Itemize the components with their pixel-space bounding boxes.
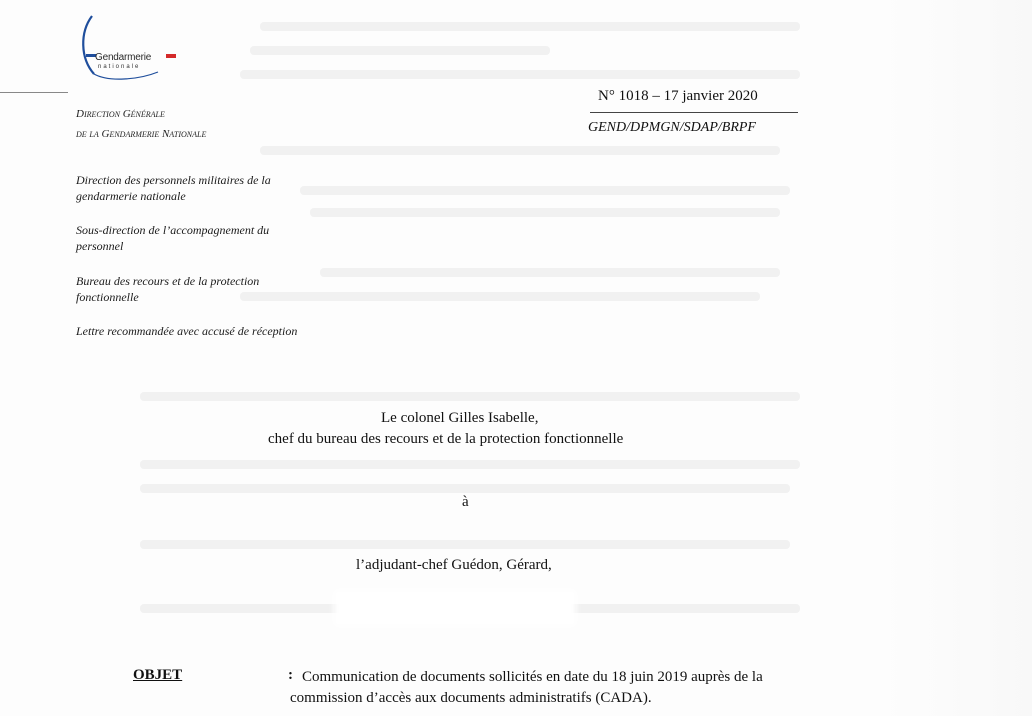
bleed-through xyxy=(260,22,800,31)
header-rule xyxy=(0,92,68,93)
bleed-through xyxy=(140,540,790,549)
direction-line-2: de la Gendarmerie Nationale xyxy=(76,128,207,140)
object-separator: : xyxy=(288,667,293,683)
object-text: Communication de documents sollicités en date du 18 juin 2019 auprès de la commission d’accès aux documents administratifs (CADA). xyxy=(290,669,763,706)
bleed-through xyxy=(140,484,790,493)
sender-title: chef du bureau des recours et de la protection fonctionnelle xyxy=(268,431,624,447)
gendarmerie-logo-icon xyxy=(78,14,188,84)
bleed-through xyxy=(140,460,800,469)
bleed-through xyxy=(240,70,800,79)
redacted-address xyxy=(340,596,570,620)
reference-number-date: N° 1018 – 17 janvier 2020 xyxy=(598,88,758,104)
reference-code: GEND/DPMGN/SDAP/BRPF xyxy=(588,120,756,135)
logo-subtitle: nationale xyxy=(98,64,141,70)
sender-name: Le colonel Gilles Isabelle, xyxy=(381,410,539,426)
to-word: à xyxy=(462,494,469,510)
sidebar-item-sdap: Sous-direction de l’accompagnement du personnel xyxy=(76,223,270,253)
bleed-through xyxy=(300,186,790,195)
bleed-through xyxy=(310,208,780,217)
recipient-name: l’adjudant-chef Guédon, Gérard, xyxy=(356,557,552,573)
sidebar-item-delivery: Lettre recommandée avec accusé de réception xyxy=(76,324,298,338)
sidebar-item-dpmgn: Direction des personnels militaires de la gendarmerie nationale xyxy=(76,173,271,203)
bleed-through xyxy=(250,46,550,55)
scan-shadow xyxy=(882,0,1032,716)
logo-wordmark: Gendarmerie xyxy=(95,52,152,63)
bleed-through xyxy=(140,392,800,401)
object-label: OBJET xyxy=(133,667,183,683)
sidebar-item-brpf: Bureau des recours et de la protection fonctionnelle xyxy=(76,274,260,304)
bleed-through xyxy=(240,292,760,301)
direction-line-1: Direction Générale xyxy=(76,108,165,120)
bleed-through xyxy=(320,268,780,277)
reference-rule xyxy=(590,112,798,113)
bleed-through xyxy=(260,146,780,155)
